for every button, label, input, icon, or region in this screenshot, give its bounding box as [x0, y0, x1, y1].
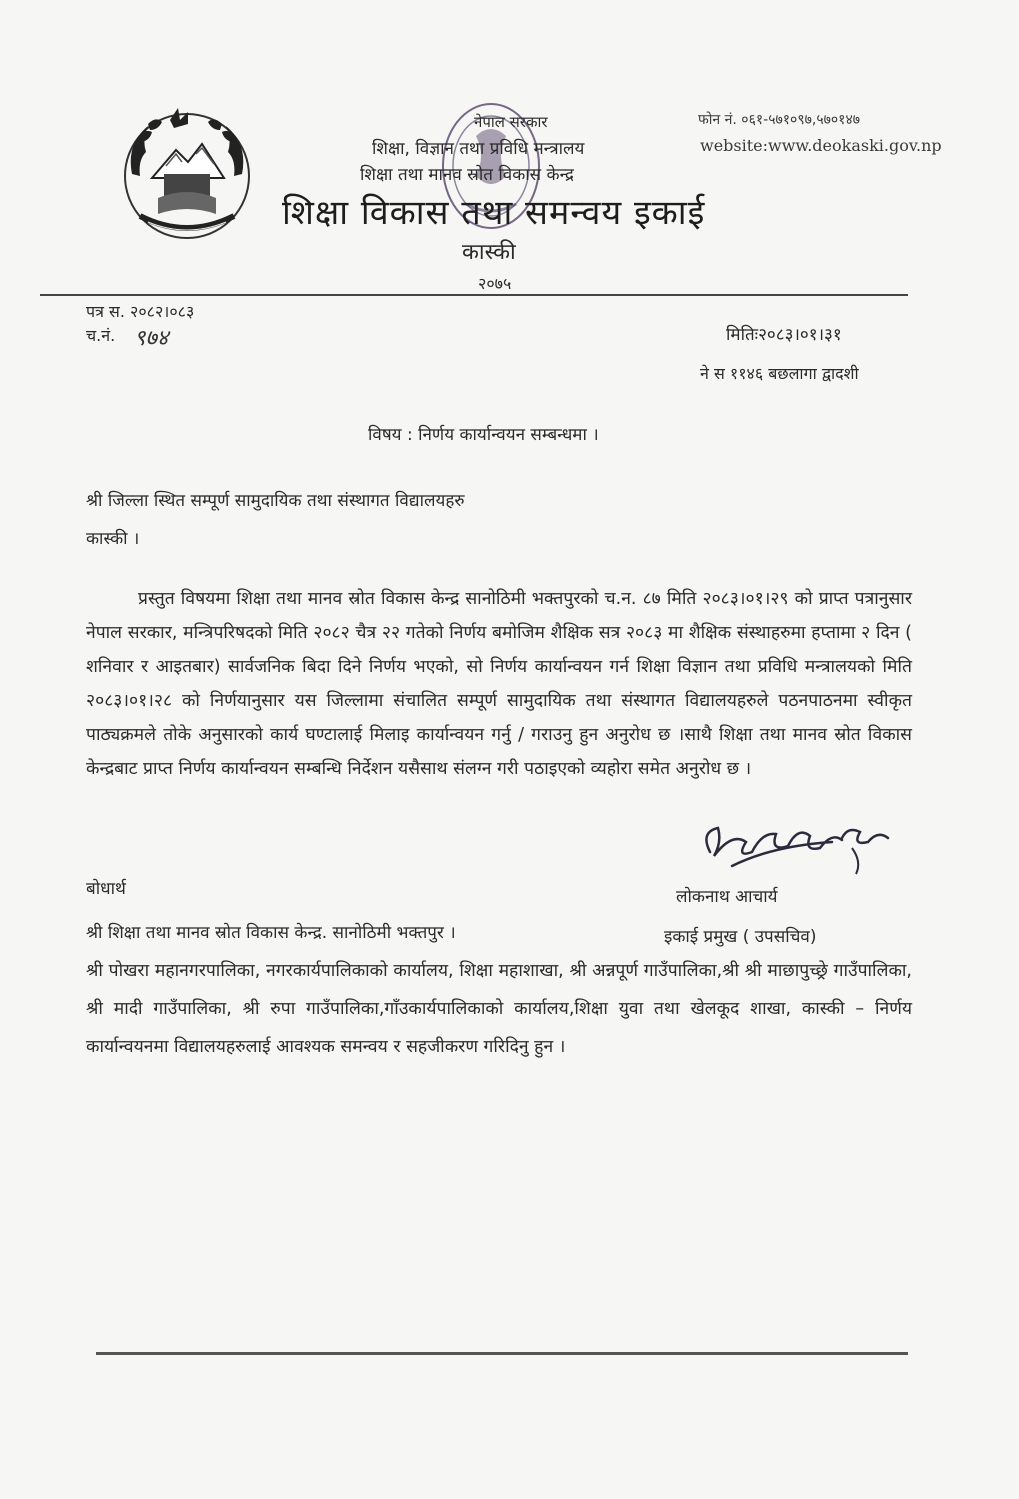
signatory-name: लोकनाथ आचार्य	[676, 887, 778, 907]
footer-divider	[96, 1352, 908, 1355]
addressee-line: श्री जिल्ला स्थित सम्पूर्ण सामुदायिक तथा संस्थागत विद्यालयहरु	[86, 491, 465, 511]
nepal-sambat-date: ने स ११४६ बछलागा द्वादशी	[700, 364, 859, 383]
letter-date: मितिः२०८३।०१।३१	[726, 325, 842, 345]
letter-body: प्रस्तुत विषयमा शिक्षा तथा मानव स्रोत विकास केन्द्र सानोठिमी भक्तपुरको च.न. ८७ मिति २०८३।०१।२९ को प्राप्त पत्रानुसार नेपाल सरकार, मन्त्रिपरिषदको मिति २०८२ चैत्र २२ गतेको निर्णय बमोजिम शैक्षिक सत्र २०८३ मा शैक्षिक संस्थाहरुमा हप्तामा २ दिन ( शनिवार र आइतबार) सार्वजनिक बिदा दिने निर्णय भएको, सो निर्णय कार्यान्वयन गर्न शिक्षा विज्ञान तथा प्रविधि मन्त्रालयको मिति २०८३।०१।२८ को निर्णयानुसार यस जिल्लामा संचालित सम्पूर्ण सामुदायिक तथा संस्थागत विद्यालयहरुले पठनपाठनमा स्वीकृत पाठ्यक्रमले तोके अनुसारको कार्य घण्टालाई मिलाइ कार्यान्वयन गर्नु / गराउनु हुन अनुरोध छ ।साथै शिक्षा तथा मानव स्रोत विकास केन्द्रबाट प्राप्त निर्णय कार्यान्वयन सम्बन्धि निर्देशन यसैसाथ संलग्न गरी पठाइएको व्यहोरा समेत अनुरोध छ ।	[86, 589, 912, 779]
cc-recipients: श्री पोखरा महानगरपालिका, नगरकार्यपालिकाको कार्यालय, शिक्षा महाशाखा, श्री अन्नपूर्ण गाउँपालिका,श्री श्री माछापुच्छ्रे गाउँपालिका, श्री मादी गाउँपालिका, श्री रुपा गाउँपालिका,गाँउकार्यपालिकाको कार्यालय,शिक्षा युवा तथा खेलकूद शाखा, कास्की – निर्णय कार्यान्वयनमा विद्यालयहरुलाई आवश्यक समन्वय र सहजीकरण गरिदिनु हुन ।	[86, 961, 912, 1057]
header-year: २०७५	[478, 274, 512, 293]
header-center: शिक्षा तथा मानव स्रोत विकास केन्द्र	[360, 165, 574, 185]
header-ministry: शिक्षा, विज्ञान तथा प्रविधि मन्त्रालय	[372, 139, 585, 159]
header-district: कास्की	[462, 240, 516, 265]
dispatch-number-label: च.नं.	[86, 326, 116, 345]
header-website: website:www.deokaski.gov.np	[700, 136, 942, 155]
dispatch-number-value: ९७४	[134, 326, 169, 351]
cc-label: बोधार्थ	[86, 879, 126, 899]
handwritten-signature	[692, 812, 902, 892]
nepal-emblem-icon	[118, 104, 256, 244]
letter-subject: विषय : निर्णय कार्यान्वयन सम्बन्धमा ।	[368, 425, 599, 445]
header-unit-title: शिक्षा विकास तथा समन्वय इकाई	[282, 193, 706, 233]
cc-recipient-line: श्री शिक्षा तथा मानव स्रोत विकास केन्द्र. सानोठिमी भक्तपुर ।	[86, 923, 456, 943]
header-phone: फोन नं. ०६१-५७१०९७,५७०१४७	[698, 112, 861, 128]
signatory-title: इकाई प्रमुख ( उपसचिव)	[664, 927, 817, 947]
header-government: नेपाल सरकार	[474, 113, 548, 131]
header-divider	[40, 294, 908, 296]
letter-reference-number: पत्र स. २०८२।०८३	[86, 302, 195, 321]
addressee-district: कास्की ।	[86, 529, 140, 549]
